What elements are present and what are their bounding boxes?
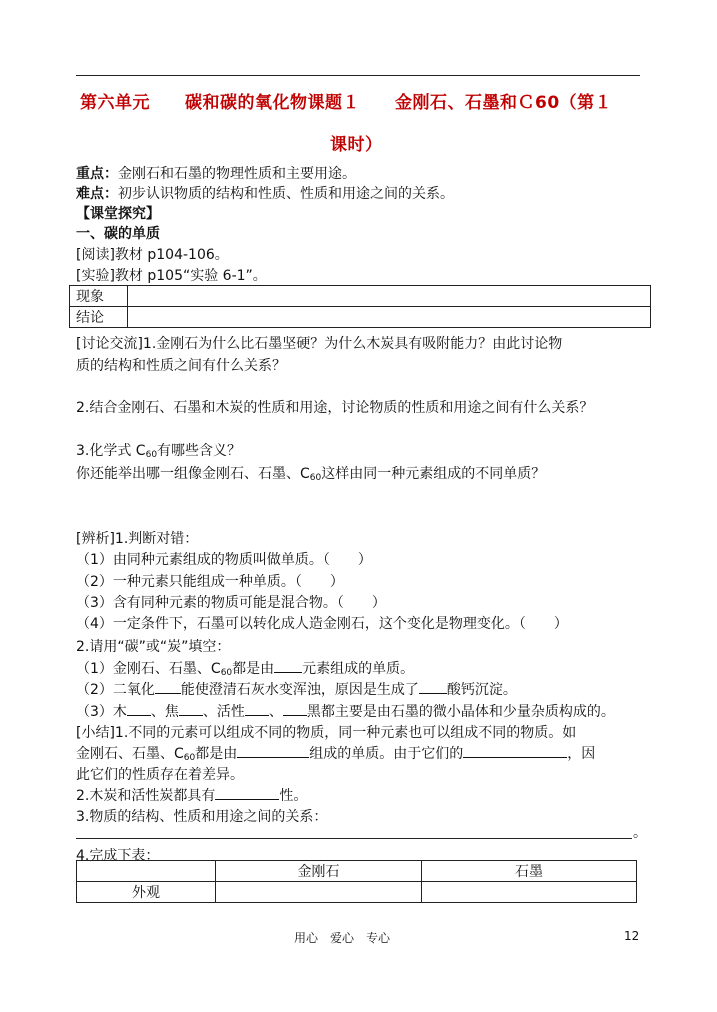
q3-text-a: 3.化学式 C (76, 443, 146, 459)
difficulty (76, 183, 454, 203)
summary-text-b: 都是由 (195, 746, 238, 762)
fill3-text-a: （3）木 (76, 704, 127, 720)
fill3-blank-3[interactable] (245, 701, 269, 716)
table-cell (422, 882, 637, 903)
analysis-item: （4）一定条件下，石墨可以转化成人造金刚石，这个变化是物理变化。（ ） (76, 616, 568, 632)
summary4-blank[interactable] (215, 785, 279, 800)
discussion-q4 (76, 463, 545, 483)
fill3-text-b: 、焦 (150, 704, 179, 720)
q3-text-b: 有哪些含义？ (157, 443, 242, 459)
discussion-q3 (76, 440, 241, 460)
table-header-row (77, 861, 637, 882)
page-title: 第六单元 碳和碳的氧化物课题１ 金刚石、石墨和Ｃ60（第１ (80, 93, 613, 113)
summary-blank-1[interactable] (237, 743, 309, 758)
analysis-item: （3）含有同种元素的物质可能是混合物。（ ） (76, 595, 386, 611)
summary-line-4 (76, 785, 307, 805)
fill1-blank[interactable] (274, 658, 302, 673)
fill3-blank-2[interactable] (179, 701, 203, 716)
top-rule (76, 75, 640, 76)
summary-text-d: ，因 (567, 746, 596, 762)
summary4-text-b: 性。 (279, 788, 308, 804)
page-number: 12 (624, 929, 640, 943)
table-row (70, 307, 651, 328)
table-header-cell: 石墨 (422, 861, 637, 882)
table-header-cell: 金刚石 (216, 861, 422, 882)
analysis-heading: [辨析]1.判断对错： (76, 531, 199, 547)
table-row (70, 286, 651, 307)
fill1-text-a: （1）金刚石、石墨、C (76, 661, 221, 677)
fill-heading: 2.请用“碳”或“炭”填空： (76, 639, 231, 655)
discussion-q1-line2: 质的结构和性质之间有什么关系？ (76, 358, 286, 374)
fill2-text-a: （2）二氧化 (76, 682, 155, 698)
fill3-text-e: 黑都主要是由石墨的微小晶体和少量杂质构成的。 (306, 704, 615, 720)
fill2-blank-2[interactable] (419, 679, 447, 694)
q4-text-b: 这样由同一种元素组成的不同单质？ (321, 466, 546, 482)
fill3-text-c: 、活性 (202, 704, 245, 720)
fill1-text-c: 元素组成的单质。 (302, 661, 415, 677)
summary4-text-a: 2.木炭和活性炭都具有 (76, 788, 216, 804)
summary-subscript: 60 (183, 753, 196, 763)
summary-line-5: 3.物质的结构、性质和用途之间的关系： (76, 809, 328, 825)
difficulty-text: 初步认识物质的结构和性质、性质和用途之间的关系。 (118, 186, 454, 202)
fill2-text-c: 酸钙沉淀。 (446, 682, 517, 698)
summary-line-2 (76, 743, 595, 763)
table-cell: 外观 (77, 882, 216, 903)
summary-line-7: 4.完成下表： (76, 848, 160, 864)
page-title-continued: 课时） (330, 135, 383, 155)
table-cell-label: 结论 (70, 307, 128, 328)
summary-text-c: 组成的单质。由于它们的 (309, 746, 464, 762)
discussion-q1-line1: [讨论交流]1.金刚石为什么比石墨坚硬？为什么木炭具有吸附能力？由此讨论物 (76, 336, 563, 352)
fill2-text-b: 能使澄清石灰水变浑浊，原因是生成了 (180, 682, 419, 698)
analysis-item: （1）由同种元素组成的物质叫做单质。（ ） (76, 552, 372, 568)
fill-item-1 (76, 658, 414, 678)
table-row (77, 882, 637, 903)
answer-line-end: 。 (633, 825, 647, 841)
observation-table (69, 285, 651, 328)
summary-line-3: 此它们的性质存在着差异。 (76, 767, 244, 783)
section-explore: 【课堂探究】 (76, 206, 160, 222)
comparison-table (76, 860, 637, 903)
fill3-blank-1[interactable] (127, 701, 151, 716)
fill1-text-b: 都是由 (232, 661, 275, 677)
summary-text-a: 金刚石、石墨、C (76, 746, 184, 762)
experiment-note: [实验]教材 p105“实验 6-1”。 (76, 268, 267, 284)
summary-line-1: [小结]1.不同的元素可以组成不同的物质，同一种元素也可以组成不同的物质。如 (76, 725, 577, 741)
fill-item-2 (76, 679, 517, 699)
footer-motto: 用心 爱心 专心 (294, 931, 391, 945)
section-carbon-elements: 一、碳的单质 (76, 226, 160, 242)
q4-subscript: 60 (309, 473, 322, 483)
analysis-item: （2）一种元素只能组成一种单质。（ ） (76, 574, 344, 590)
fill3-text-d: 、 (268, 704, 283, 720)
discussion-q2: 2.结合金刚石、石墨和木炭的性质和用途，讨论物质的性质和用途之间有什么关系？ (76, 400, 594, 416)
summary-blank-2[interactable] (463, 743, 567, 758)
key-point-text: 金刚石和石墨的物理性质和主要用途。 (118, 166, 356, 182)
reading-note: [阅读]教材 p104-106。 (76, 247, 229, 263)
fill3-blank-4[interactable] (283, 701, 307, 716)
table-cell-label: 现象 (70, 286, 128, 307)
fill-item-3 (76, 701, 615, 721)
table-cell-blank (128, 286, 651, 307)
table-cell (216, 882, 422, 903)
table-cell-blank (128, 307, 651, 328)
q3-subscript: 60 (145, 450, 158, 460)
table-header-cell (77, 861, 216, 882)
key-point (76, 163, 356, 183)
q4-text-a: 你还能举出哪一组像金刚石、石墨、C (76, 466, 310, 482)
answer-line[interactable] (76, 838, 632, 839)
fill1-subscript: 60 (220, 668, 233, 678)
key-point-label: 重点： (76, 166, 118, 182)
fill2-blank-1[interactable] (155, 679, 181, 694)
difficulty-label: 难点： (76, 186, 118, 202)
